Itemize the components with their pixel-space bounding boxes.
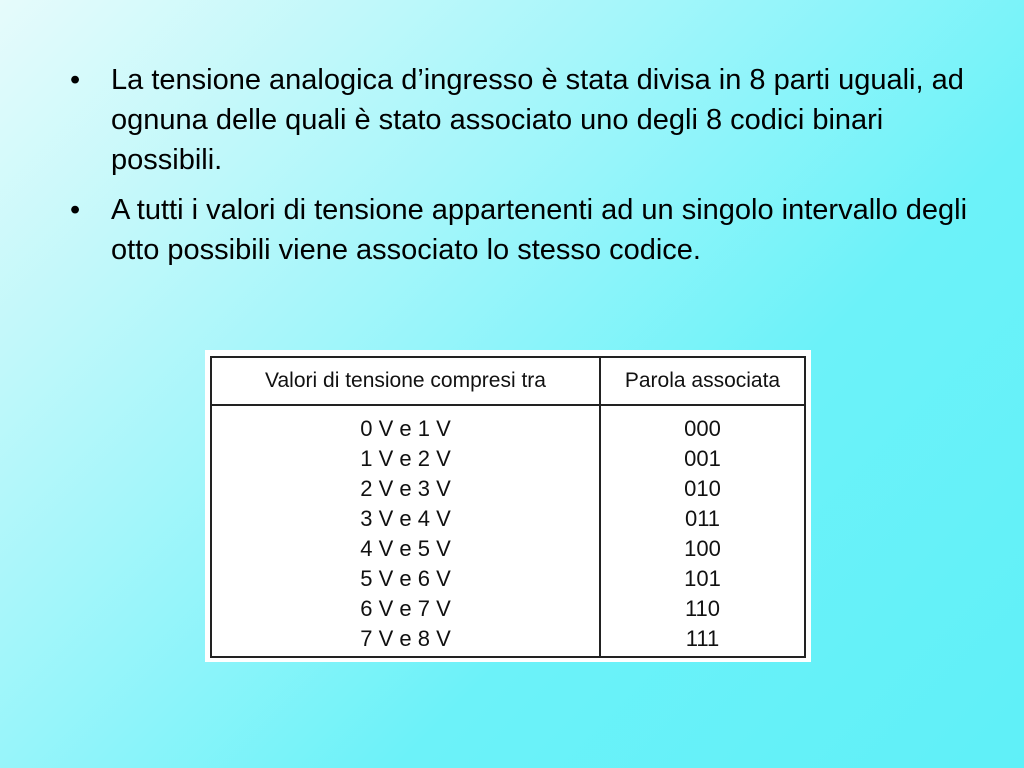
- header-associated-word: Parola associata: [600, 357, 805, 405]
- voltage-range-column: [211, 405, 600, 657]
- bullet-marker: •: [70, 64, 81, 96]
- table-cell-code: 100: [684, 536, 721, 561]
- table-header-row: [211, 357, 805, 405]
- table-cell-code: 111: [685, 626, 720, 651]
- table-cell-code: 001: [684, 446, 721, 471]
- table-cell-code: 110: [684, 596, 721, 621]
- table-cell-range: 2 V e 3 V: [360, 476, 451, 501]
- bullet-list: [70, 60, 970, 280]
- table-cell-range: 0 V e 1 V: [360, 416, 451, 441]
- header-voltage-range: Valori di tensione compresi tra: [211, 357, 600, 405]
- table-cell-code: 011: [684, 506, 721, 531]
- table-body-row: [211, 405, 805, 657]
- table-cell-range: 3 V e 4 V: [360, 506, 451, 531]
- bullet-item: [70, 190, 970, 270]
- table-cell-range: 6 V e 7 V: [360, 596, 451, 621]
- table-cell-range: 7 V e 8 V: [360, 626, 451, 651]
- bullet-item: [70, 60, 970, 180]
- table-cell-code: 000: [684, 416, 721, 441]
- bullet-text: A tutti i valori di tensione appartenenti ad un singolo intervallo degli otto possibili viene associato lo stesso codice.: [111, 194, 968, 266]
- voltage-code-table: [210, 356, 806, 658]
- table-cell-range: 1 V e 2 V: [360, 446, 451, 471]
- bullet-text: La tensione analogica d’ingresso è stata divisa in 8 parti uguali, ad ognuna delle quali è stato associato uno degli 8 codici binari possibili.: [111, 64, 964, 176]
- table-cell-range: 5 V e 6 V: [360, 566, 451, 591]
- bullet-marker: •: [70, 194, 81, 226]
- table-cell-code: 010: [684, 476, 721, 501]
- table-cell-range: 4 V e 5 V: [360, 536, 451, 561]
- table-image: [205, 350, 811, 662]
- table-cell-code: 101: [684, 566, 721, 591]
- binary-code-column: [600, 405, 805, 657]
